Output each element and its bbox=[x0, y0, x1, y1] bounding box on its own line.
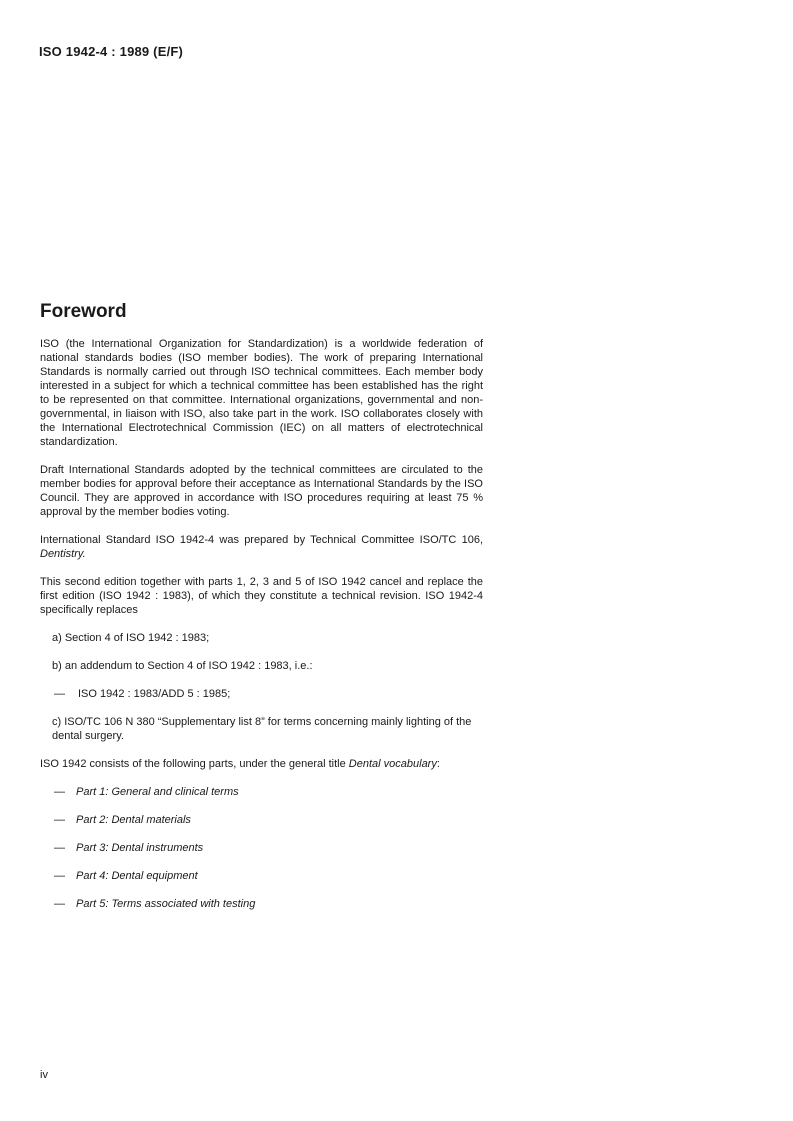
foreword-paragraph-5 bbox=[40, 757, 483, 771]
foreword-title: Foreword bbox=[40, 301, 127, 322]
foreword-paragraph-4: This second edition together with parts 1, 2, 3 and 5 of ISO 1942 cancel and replace the first edition (ISO 1942 : 1983), of which they constitute a technical revision. ISO 1942-4 specifically replaces bbox=[40, 576, 483, 616]
part-title: Part 5: Terms associated with testing bbox=[76, 898, 256, 910]
paragraph-5-text: ISO 1942 consists of the following parts, under the general title bbox=[40, 758, 346, 770]
replaced-item-b: b) an addendum to Section 4 of ISO 1942 : 1983, i.e.: bbox=[52, 660, 313, 672]
general-title: Dental vocabulary bbox=[348, 758, 437, 770]
foreword-section bbox=[40, 300, 483, 925]
dash-bullet: — bbox=[54, 842, 65, 854]
document-code-header: ISO 1942-4 : 1989 (E/F) bbox=[39, 44, 184, 59]
replaced-item-c: c) ISO/TC 106 N 380 “Supplementary list 8” for terms concerning mainly lighting of the dental surgery. bbox=[52, 716, 472, 742]
committee-name: Dentistry. bbox=[40, 548, 86, 560]
replaced-item-b-sub bbox=[40, 687, 483, 701]
foreword-paragraph-1: ISO (the International Organization for Standardization) is a worldwide federation of national standards bodies (ISO member bodies). The work of preparing International Standards is normally carried out through ISO technical committees. Each member body interested in a subject for which a technical committee has been established has the right to be represented on that committee. International organizations, governmental and non-governmental, in liaison with ISO, also take part in the work. ISO collaborates closely with the International Electrotechnical Commission (IEC) on all matters of electrotechnical standardization. bbox=[40, 338, 483, 448]
paragraph-5-end: : bbox=[436, 758, 440, 770]
part-title: Part 1: General and clinical terms bbox=[76, 786, 239, 798]
page-number: iv bbox=[40, 1069, 48, 1081]
part-title: Part 2: Dental materials bbox=[76, 814, 191, 826]
part-title: Part 3: Dental instruments bbox=[76, 842, 204, 854]
dash-bullet: — bbox=[54, 786, 65, 798]
paragraph-3-text: International Standard ISO 1942-4 was prepared by Technical Committee ISO/TC 106, bbox=[40, 534, 483, 546]
part-title: Part 4: Dental equipment bbox=[76, 870, 198, 882]
foreword-paragraph-3 bbox=[40, 533, 483, 561]
dash-bullet: — bbox=[54, 688, 65, 700]
parts-list bbox=[40, 785, 483, 911]
list-item bbox=[40, 813, 483, 827]
replaced-item-a: a) Section 4 of ISO 1942 : 1983; bbox=[52, 632, 210, 644]
addendum-ref: ISO 1942 : 1983/ADD 5 : 1985; bbox=[78, 688, 231, 700]
list-item bbox=[40, 841, 483, 855]
dash-bullet: — bbox=[54, 870, 65, 882]
list-item bbox=[40, 785, 483, 799]
list-item bbox=[40, 869, 483, 883]
foreword-paragraph-2: Draft International Standards adopted by the technical committees are circulated to the member bodies for approval before their acceptance as International Standards by the ISO Council. They are approved in accordance with ISO procedures requiring at least 75 % approval by the member bodies voting. bbox=[40, 464, 483, 518]
list-item bbox=[40, 897, 483, 911]
dash-bullet: — bbox=[54, 814, 65, 826]
dash-bullet: — bbox=[54, 898, 65, 910]
